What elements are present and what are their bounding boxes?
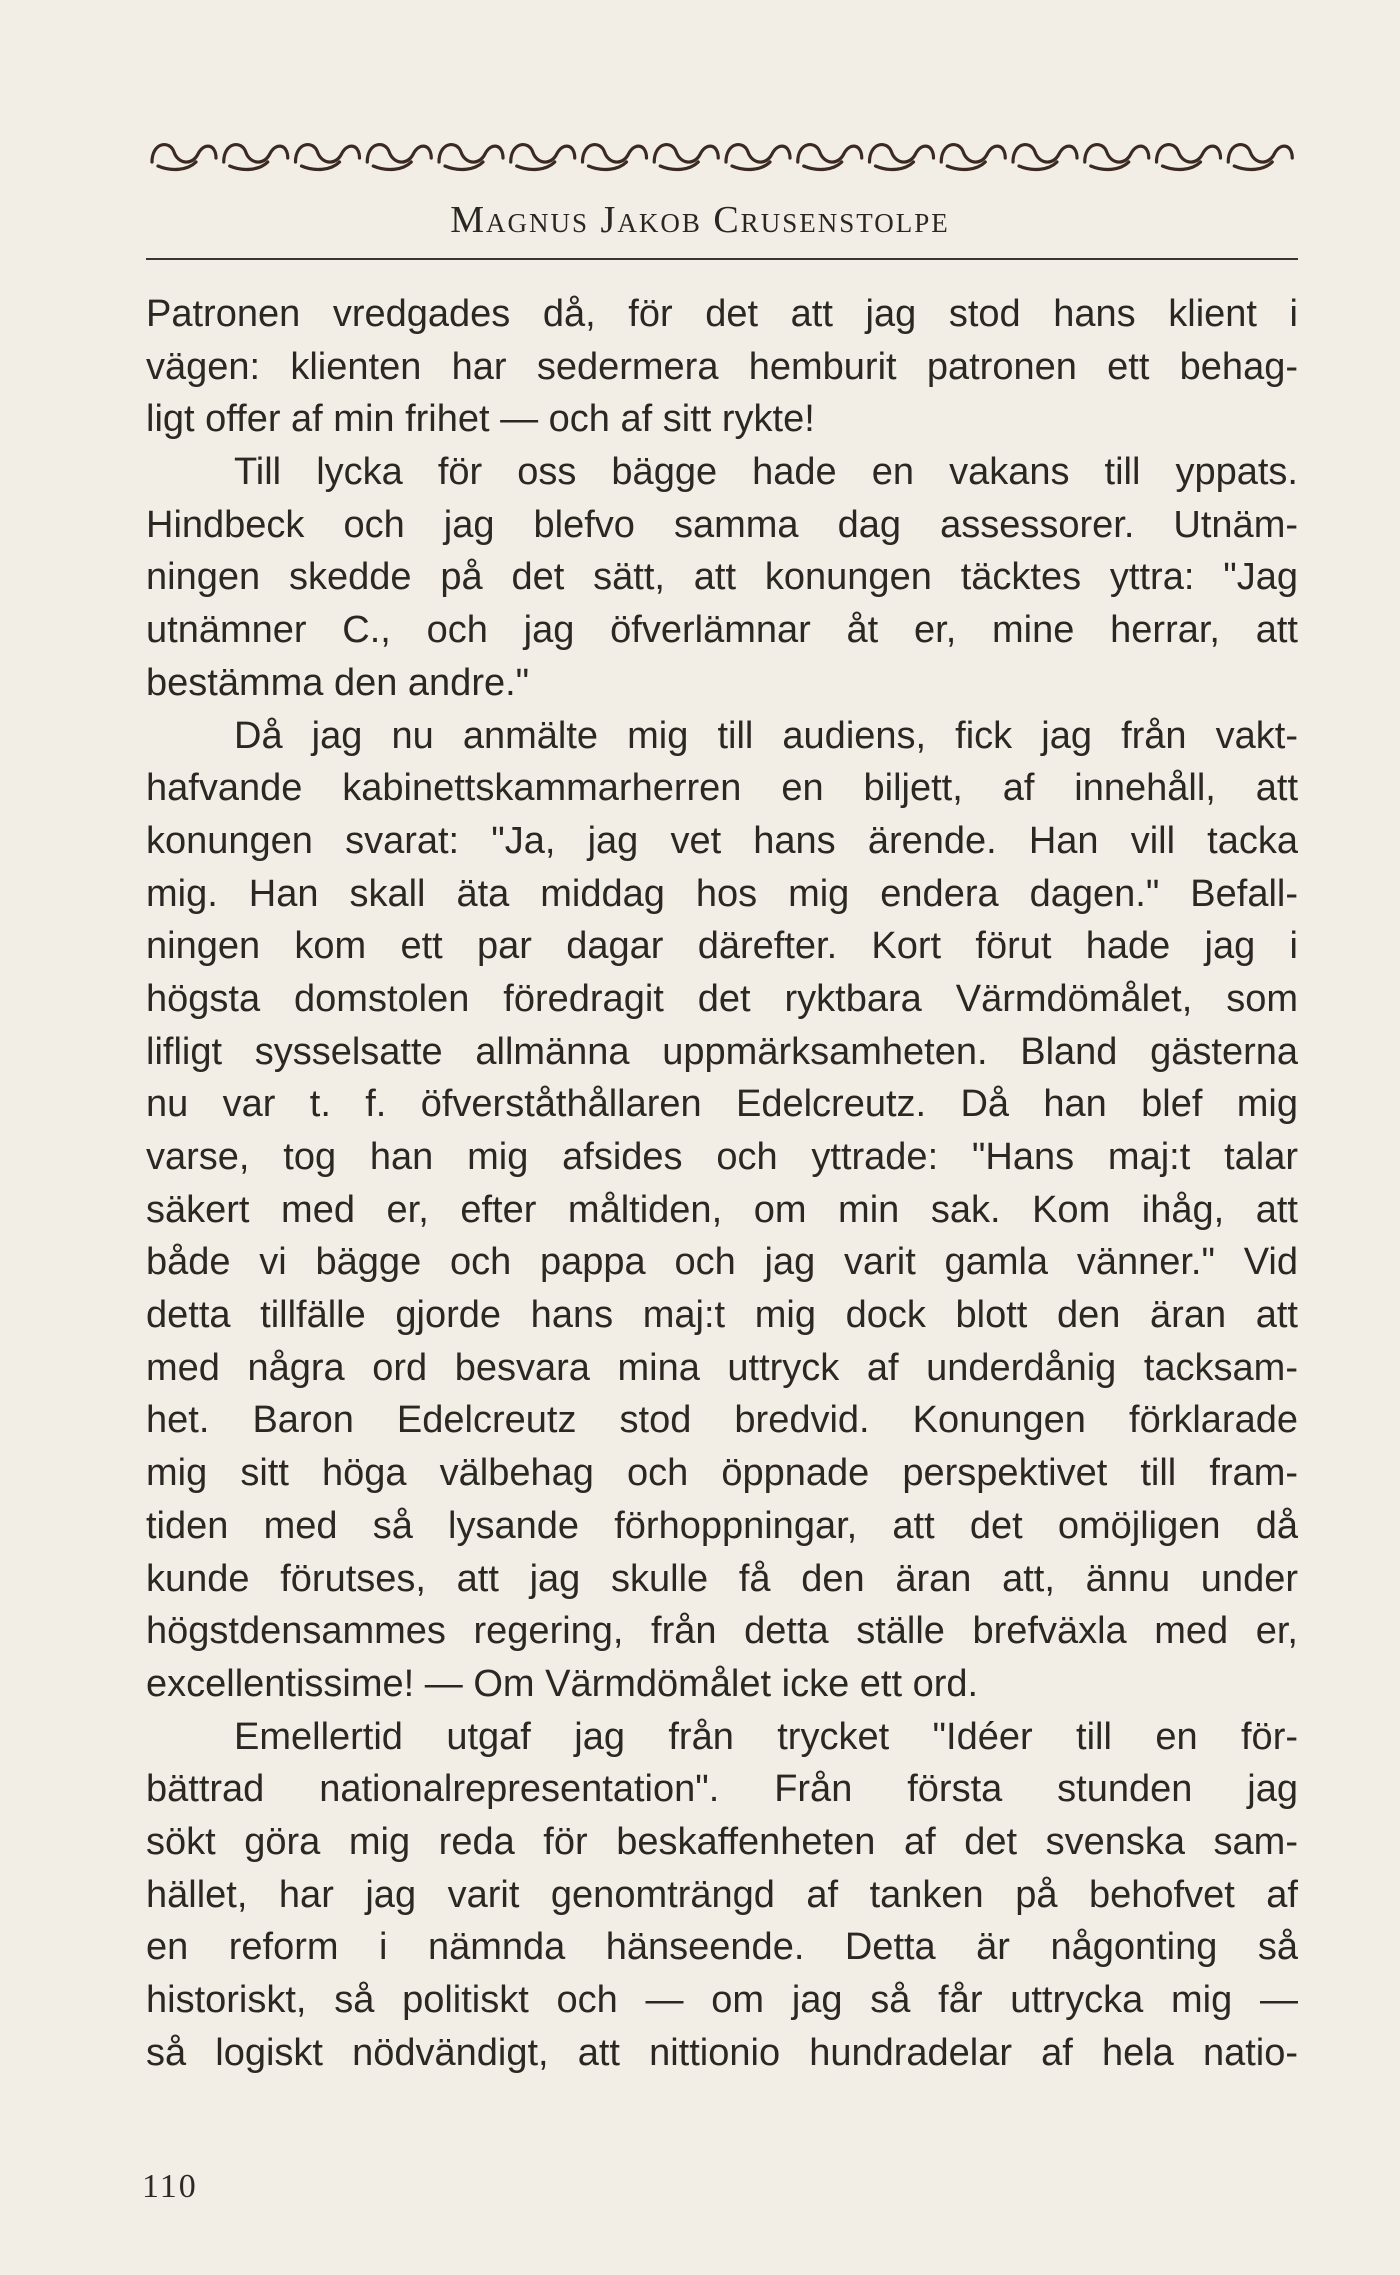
text-line: excellentissime! — Om Värmdömålet icke ett ord. <box>146 1662 979 1705</box>
ornament-scroll <box>1228 145 1292 170</box>
text-line: varse, tog han mig afsides och yttrade: "Hans maj:t talar <box>146 1136 1298 1178</box>
text-line: Till lycka för oss bägge hade en vakans till yppats. <box>234 451 1298 494</box>
text-line: ligt offer af min frihet — och af sitt rykte! <box>146 398 815 441</box>
ornament-scroll <box>296 145 360 170</box>
text-line: hället, har jag varit genomträngd af tanken på behofvet af <box>146 1873 1298 1916</box>
text-line: så logiskt nödvändigt, att nittionio hundradelar af hela natio- <box>146 2031 1298 2074</box>
ornament-scroll <box>367 145 431 170</box>
text-line: mig. Han skall äta middag hos mig endera dagen." Befall- <box>146 872 1298 915</box>
ornament-scroll <box>439 145 503 170</box>
text-line: detta tillfälle gjorde hans maj:t mig dock blott den äran att <box>146 1294 1298 1337</box>
text-line: Hindbeck och jag blefvo samma dag assessorer. Utnäm- <box>146 503 1298 546</box>
ornament-scroll <box>1085 145 1149 170</box>
ornament-scroll <box>654 145 718 170</box>
text-line: med några ord besvara mina uttryck af underdånig tacksam- <box>146 1346 1298 1389</box>
text-line: lifligt sysselsatte allmänna uppmärksamheten. Bland gästerna <box>146 1030 1298 1073</box>
text-line: bestämma den andre." <box>146 661 530 704</box>
ornament-scroll <box>870 145 934 170</box>
text-line: ningen skedde på det sätt, att konungen täcktes yttra: "Jag <box>146 556 1298 599</box>
ornament-scroll <box>511 145 575 170</box>
ornament-scroll <box>798 145 862 170</box>
text-line: vägen: klienten har sedermera hemburit patronen ett behag- <box>146 345 1298 388</box>
text-line: högsta domstolen föredragit det ryktbara Värmdömålet, som <box>146 977 1298 1020</box>
text-line: hafvande kabinettskammarherren en biljett, af innehåll, att <box>146 767 1298 810</box>
ornament-scroll <box>1013 145 1077 170</box>
ornament-scroll <box>726 145 790 170</box>
text-line: ningen kom ett par dagar därefter. Kort förut hade jag i <box>146 925 1298 968</box>
decorative-border-ornament <box>148 132 1296 176</box>
text-line: både vi bägge och pappa och jag varit gamla vänner." Vid <box>146 1241 1298 1284</box>
text-line: utnämner C., och jag öfverlämnar åt er, mine herrar, att <box>146 609 1298 652</box>
text-line: nu var t. f. öfverståthållaren Edelcreutz. Då han blef mig <box>146 1083 1298 1126</box>
text-line: kunde förutses, att jag skulle få den äran att, ännu under <box>146 1557 1298 1600</box>
text-line: Emellertid utgaf jag från trycket "Idéer till en för- <box>234 1715 1298 1758</box>
text-line: Patronen vredgades då, för det att jag stod hans klient i <box>146 293 1298 335</box>
page-number: 110 <box>142 2168 198 2205</box>
ornament-scroll <box>583 145 647 170</box>
text-line: Då jag nu anmälte mig till audiens, fick jag från vakt- <box>234 714 1298 757</box>
text-line: sökt göra mig reda för beskaffenheten af det svenska sam- <box>146 1820 1298 1863</box>
text-line: mig sitt höga välbehag och öppnade perspektivet till fram- <box>146 1452 1298 1495</box>
running-title: Magnus Jakob Crusenstolpe <box>450 199 950 241</box>
text-line: het. Baron Edelcreutz stod bredvid. Konungen förklarade <box>146 1399 1298 1442</box>
ornament-scroll <box>224 145 288 170</box>
header-rule <box>146 258 1298 260</box>
text-line: tiden med så lysande förhoppningar, att det omöjligen då <box>146 1504 1298 1547</box>
text-line: bättrad nationalrepresentation". Från första stunden jag <box>146 1768 1298 1811</box>
text-line: en reform i nämnda hänseende. Detta är någonting så <box>146 1926 1298 1969</box>
text-line: högstdensammes regering, från detta ställe brefväxla med er, <box>146 1610 1298 1653</box>
ornament-scroll <box>941 145 1005 170</box>
body-text <box>146 288 1298 2079</box>
text-line: konungen svarat: "Ja, jag vet hans ärende. Han vill tacka <box>146 819 1298 862</box>
text-line: historiskt, så politiskt och — om jag så får uttrycka mig — <box>146 1979 1298 2021</box>
ornament-scroll <box>1157 145 1221 170</box>
text-line: säkert med er, efter måltiden, om min sak. Kom ihåg, att <box>146 1188 1298 1231</box>
ornament-scroll <box>152 145 216 170</box>
